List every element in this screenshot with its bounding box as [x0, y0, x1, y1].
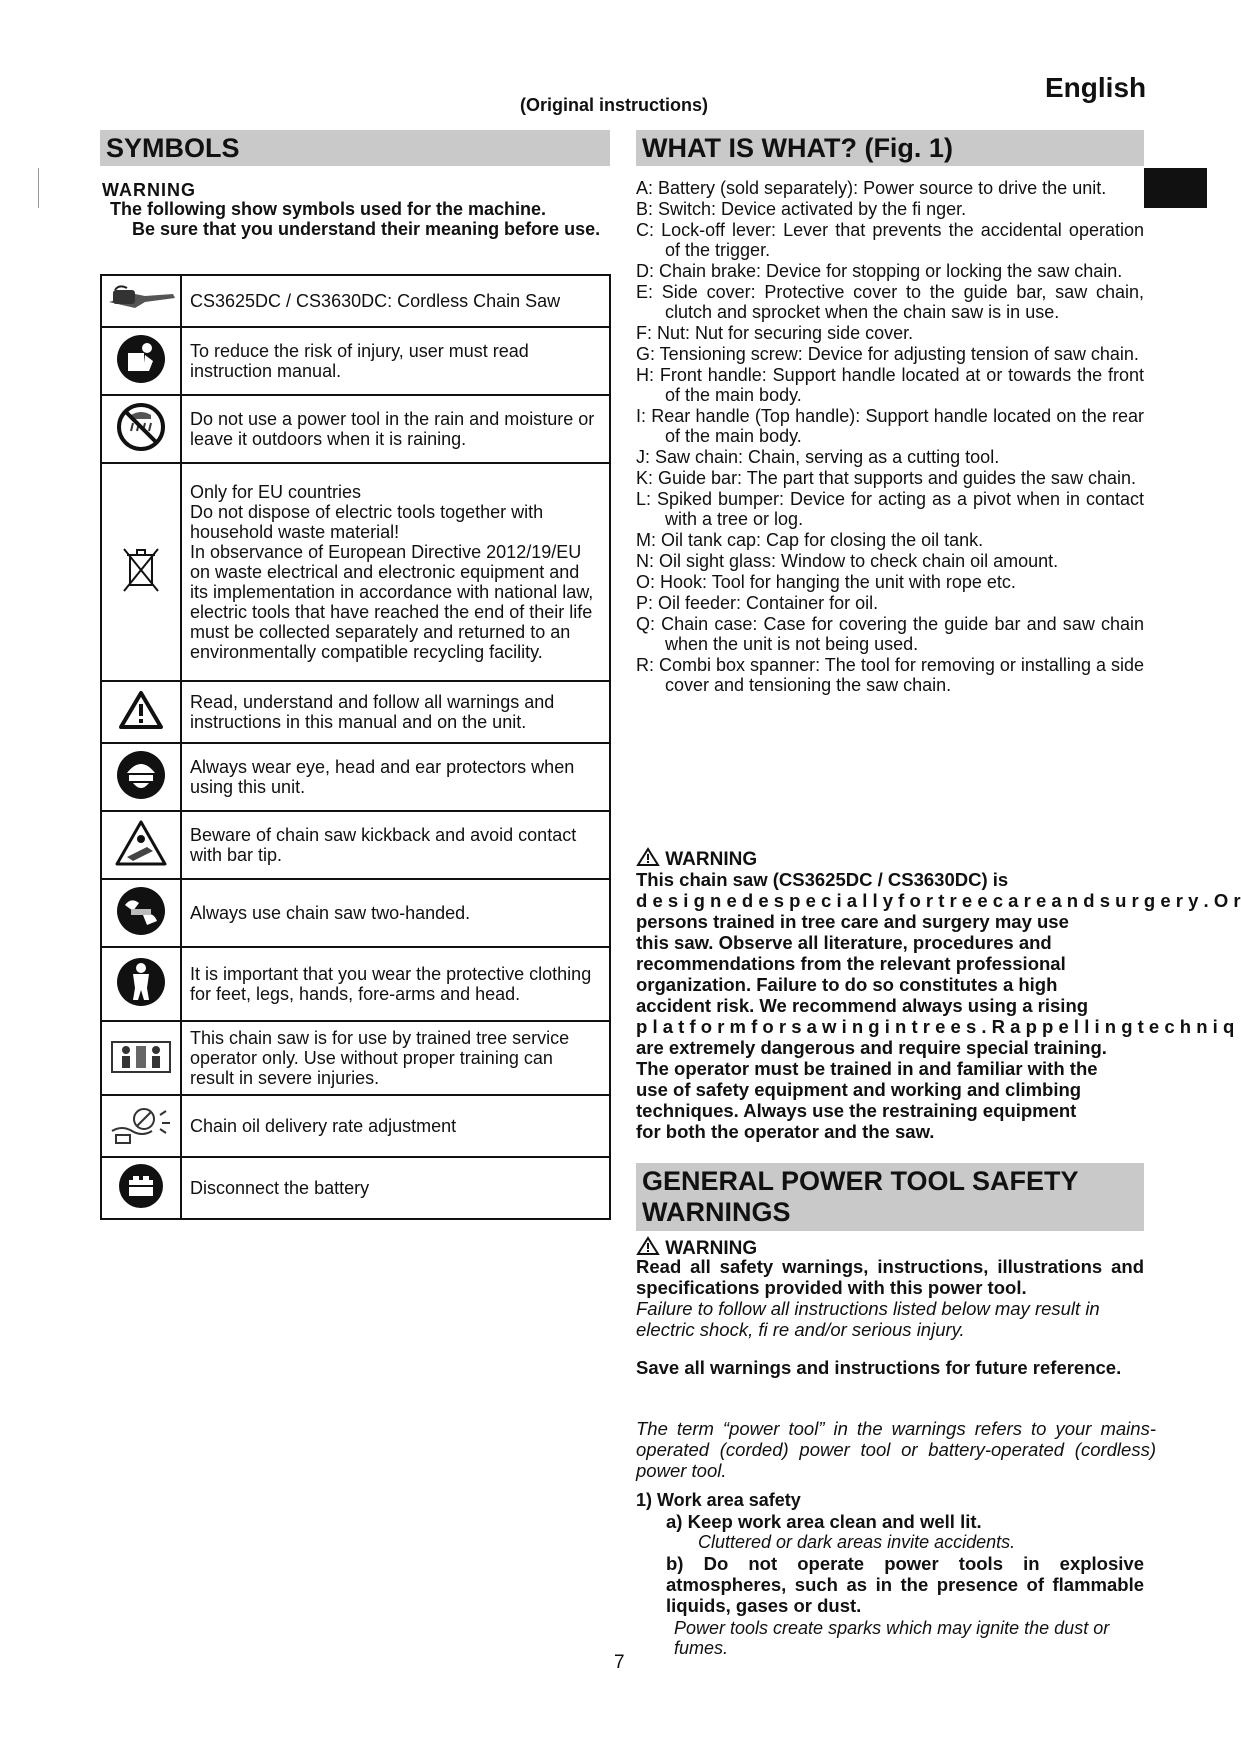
list-item: R: Combi box spanner: The tool for removing or installing a side cover and tensioning the saw chain.	[636, 655, 1144, 695]
list-item: K: Guide bar: The part that supports and guides the saw chain.	[636, 468, 1136, 488]
list-item: P: Oil feeder: Container for oil.	[636, 593, 879, 613]
page-number: 7	[614, 1652, 625, 1673]
read-manual-icon	[101, 327, 181, 395]
symbols-warning-label: WARNING	[102, 180, 196, 200]
list-item: M: Oil tank cap: Cap for closing the oil tank.	[636, 530, 984, 550]
list-item: G: Tensioning screw: Device for adjusting tension of saw chain.	[636, 344, 1139, 364]
language-label: English	[1045, 72, 1147, 103]
list-item: D: Chain brake: Device for stopping or locking the saw chain.	[636, 261, 1123, 281]
kickback-icon	[101, 811, 181, 879]
list-item: H: Front handle: Support handle located at or towards the front of the main body.	[636, 365, 1144, 405]
list-item: E: Side cover: Protective cover to the guide bar, saw chain, clutch and sprocket when the chain saw is in use.	[636, 282, 1144, 322]
warning-line: organization. Failure to do so constitutes a high	[636, 974, 1058, 995]
chain-saw-icon	[101, 275, 181, 327]
work-area-item-a-note: Cluttered or dark areas invite accidents.	[698, 1532, 1016, 1552]
chain-saw-warning-text	[636, 869, 1241, 1142]
warning-line: p l a t f o r m f o r s a w i n g i n t r e e s . R a p p e l l i n g t e c h n i q	[636, 1016, 1235, 1037]
warning-line: accident risk. We recommend always using a rising	[636, 995, 1089, 1016]
chain-saw-warning-title	[636, 847, 757, 871]
general-safety-heading: GENERAL POWER TOOL SAFETY WARNINGS	[636, 1163, 1144, 1231]
symbol-row	[101, 463, 610, 681]
symbol-row	[101, 1021, 610, 1095]
symbols-warning-line2: Be sure that you understand their meaning before use.	[132, 219, 601, 239]
warning-line: recommendations from the relevant professional	[636, 953, 1066, 974]
trained-operator-icon	[101, 1021, 181, 1095]
language-tab-marker	[1144, 168, 1207, 208]
symbol-row	[101, 275, 610, 327]
symbol-row	[101, 879, 610, 947]
warning-line: use of safety equipment and working and climbing	[636, 1079, 1082, 1100]
margin-mark	[38, 168, 39, 208]
list-item: Q: Chain case: Case for covering the guide bar and saw chain when the unit is not being used.	[636, 614, 1144, 654]
symbol-text: Do not use a power tool in the rain and moisture or leave it outdoors when it is raining.	[181, 395, 610, 463]
symbol-text: This chain saw is for use by trained tree service operator only. Use without proper training can result in severe injuries.	[181, 1021, 610, 1095]
symbol-row	[101, 743, 610, 811]
symbols-table	[100, 274, 611, 1220]
no-rain-icon	[101, 395, 181, 463]
symbol-text: To reduce the risk of injury, user must read instruction manual.	[181, 327, 610, 395]
general-paragraph-3: The term “power tool” in the warnings refers to your mains-operated (corded) power tool or battery-operated (cordless) power tool.	[636, 1418, 1156, 1481]
protective-clothing-icon	[101, 947, 181, 1021]
symbol-text: Always use chain saw two-handed.	[181, 879, 610, 947]
original-instructions-label: (Original instructions)	[520, 95, 709, 115]
list-item: L: Spiked bumper: Device for acting as a pivot when in contact with a tree or log.	[636, 489, 1144, 529]
head-protection-icon	[101, 743, 181, 811]
work-area-item-b: b) Do not operate power tools in explosive atmospheres, such as in the presence of flammable liquids, gases or dust.	[666, 1553, 1144, 1616]
symbol-row	[101, 681, 610, 743]
list-item: O: Hook: Tool for hanging the unit with rope etc.	[636, 572, 1016, 592]
list-item: A: Battery (sold separately): Power source to drive the unit.	[636, 178, 1107, 198]
work-area-item-a: a) Keep work area clean and well lit.	[666, 1511, 982, 1532]
symbol-row	[101, 395, 610, 463]
warning-line: d e s i g n e d e s p e c i a l l y f o r t r e e c a r e a n d s u r g e r y . O r	[636, 890, 1241, 911]
warning-triangle-icon	[636, 847, 660, 867]
list-item: B: Switch: Device activated by the fi nger.	[636, 199, 967, 219]
symbol-text: It is important that you wear the protective clothing for feet, legs, hands, fore-arms and head.	[181, 947, 610, 1021]
what-is-what-heading: WHAT IS WHAT? (Fig. 1)	[636, 130, 1144, 166]
list-item: I: Rear handle (Top handle): Support handle located on the rear of the main body.	[636, 406, 1144, 446]
symbols-warning-line1: The following show symbols used for the machine.	[110, 199, 547, 219]
list-item: N: Oil sight glass: Window to check chain oil amount.	[636, 551, 1059, 571]
symbol-text: Only for EU countries Do not dispose of electric tools together with household waste material! In observance of European Directive 2012/19/EU on waste electrical and electronic equipment and its implementation in accordance with national law, electric tools that have reached the end of their life must be collected separately and returned to an environmentally compatible recycling facility.	[181, 463, 610, 681]
warning-line: The operator must be trained in and familiar with the	[636, 1058, 1098, 1079]
crossed-bin-icon	[101, 463, 181, 681]
parts-list	[636, 178, 1144, 696]
disconnect-battery-icon	[101, 1157, 181, 1219]
work-area-heading: 1) Work area safety	[636, 1490, 801, 1510]
list-item: J: Saw chain: Chain, serving as a cutting tool.	[636, 447, 1000, 467]
oil-adjust-icon	[101, 1095, 181, 1157]
general-paragraph-1: Read all safety warnings, instructions, illustrations and specifications provided with this power tool.	[636, 1256, 1144, 1298]
warning-triangle-icon	[636, 1236, 660, 1256]
symbols-heading: SYMBOLS	[100, 130, 610, 166]
warning-line: this saw. Observe all literature, procedures and	[636, 932, 1052, 953]
symbol-text: Beware of chain saw kickback and avoid contact with bar tip.	[181, 811, 610, 879]
warning-line: techniques. Always use the restraining equipment	[636, 1100, 1077, 1121]
symbol-text: Always wear eye, head and ear protectors when using this unit.	[181, 743, 610, 811]
symbol-row	[101, 1095, 610, 1157]
list-item: F: Nut: Nut for securing side cover.	[636, 323, 914, 343]
warning-label: WARNING	[665, 849, 758, 870]
warning-line: are extremely dangerous and require special training.	[636, 1037, 1107, 1058]
list-item: C: Lock-off lever: Lever that prevents the accidental operation of the trigger.	[636, 220, 1144, 260]
symbol-row	[101, 327, 610, 395]
general-paragraph-2: Save all warnings and instructions for future reference.	[636, 1357, 1122, 1378]
warning-line: persons trained in tree care and surgery may use	[636, 911, 1069, 932]
symbol-text: CS3625DC / CS3630DC: Cordless Chain Saw	[181, 275, 610, 327]
work-area-item-b-note: Power tools create sparks which may ignite the dust or fumes.	[674, 1618, 1110, 1658]
warning-label: WARNING	[665, 1238, 758, 1259]
symbol-text: Disconnect the battery	[181, 1157, 610, 1219]
two-hands-icon	[101, 879, 181, 947]
symbol-row	[101, 1157, 610, 1219]
symbol-row	[101, 811, 610, 879]
symbol-row	[101, 947, 610, 1021]
warning-line: for both the operator and the saw.	[636, 1121, 935, 1142]
warning-triangle-icon	[101, 681, 181, 743]
symbol-text: Read, understand and follow all warnings and instructions in this manual and on the unit.	[181, 681, 610, 743]
symbol-text: Chain oil delivery rate adjustment	[181, 1095, 610, 1157]
warning-line: This chain saw (CS3625DC / CS3630DC) is	[636, 869, 1009, 890]
general-paragraph-1-italic: Failure to follow all instructions listed below may result in electric shock, fi re and/or serious injury.	[636, 1298, 1100, 1340]
symbols-warning-text	[110, 199, 610, 239]
